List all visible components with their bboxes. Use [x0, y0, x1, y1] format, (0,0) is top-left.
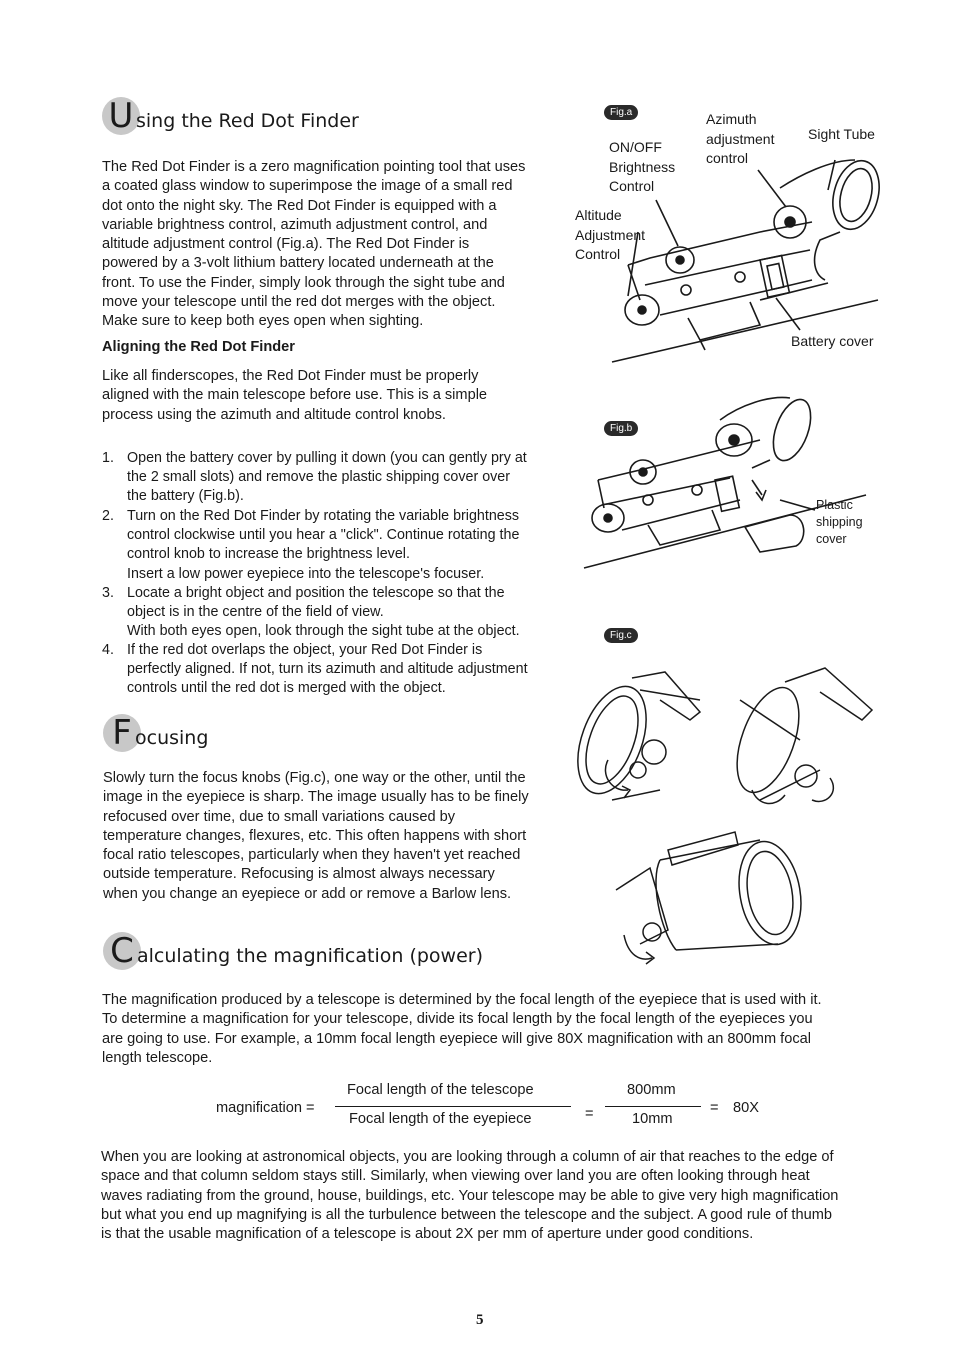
formula-denominator: Focal length of the eyepiece — [349, 1111, 532, 1127]
line: adjustment — [706, 130, 775, 147]
drop-cap: C — [103, 932, 141, 970]
line: process using the azimuth and altitude control knobs. — [102, 406, 446, 423]
formula-result: 80X — [733, 1100, 759, 1116]
fig-c-label: Fig.c — [604, 628, 638, 643]
line: The magnification produced by a telescope is determined by the focal length of the eyepiece that is used with it. — [102, 992, 822, 1008]
line: Adjustment — [575, 226, 646, 243]
line: Azimuth — [706, 111, 757, 127]
line: focal ratio telescopes, particularly when they haven't yet reached — [103, 847, 521, 864]
line: If the red dot overlaps the object, your Red Dot Finder is — [127, 642, 483, 658]
equals-sign: = — [585, 1106, 594, 1122]
line: front. To use the Finder, simply look through the sight tube and — [102, 274, 505, 291]
line: Brightness — [609, 158, 676, 175]
step-number: 4. — [102, 642, 114, 658]
line: Like all finderscopes, the Red Dot Finder must be properly — [102, 368, 479, 384]
line: dot onto the night sky. The Red Dot Finder is equipped with a — [102, 197, 497, 214]
line: aligned with the main telescope before use. This is a simple — [102, 387, 488, 404]
line: image in the eyepiece is sharp. The image usually has to be finely — [103, 789, 529, 806]
aligning-subheading: Aligning the Red Dot Finder — [102, 339, 295, 355]
line: outside temperature. Refocusing is almost always necessary — [103, 866, 495, 883]
equals-sign: = — [710, 1100, 719, 1116]
fig-a-label: Fig.a — [604, 105, 638, 120]
battery-cover-callout: Battery cover — [791, 333, 874, 349]
line: controls until the red dot is merged with the object. — [127, 680, 446, 697]
fig-b-label: Fig.b — [604, 421, 638, 436]
line: Plastic — [816, 498, 853, 512]
line: waves radiating from the ground, house, buildings, etc. Your telescope may be able to give very high magnification — [101, 1187, 839, 1204]
line: The Red Dot Finder is a zero magnification pointing tool that uses — [102, 159, 526, 175]
line: When you are looking at astronomical objects, you are looking through a column of air that reaches to the edge of — [101, 1149, 834, 1165]
line: Slowly turn the focus knobs (Fig.c), one way or the other, until the — [103, 770, 526, 786]
line: but what you end up magnifying is all the turbulence between the telescope and the subject. A good rule of thumb — [101, 1206, 832, 1223]
line: Insert a low power eyepiece into the telescope's focuser. — [127, 565, 485, 582]
step-number: 2. — [102, 508, 114, 524]
line: Open the battery cover by pulling it down (you can gently pry at — [127, 450, 527, 466]
line: Make sure to keep both eyes open when sighting. — [102, 313, 424, 330]
formula-lhs: magnification = — [216, 1100, 315, 1116]
line: the battery (Fig.b). — [127, 488, 244, 505]
step-number: 3. — [102, 585, 114, 601]
line: a coated glass window to superimpose the image of a small red — [102, 178, 513, 195]
heading-text: sing the Red Dot Finder — [136, 110, 359, 132]
line: altitude adjustment control (Fig.a). The Red Dot Finder is — [102, 236, 470, 253]
line: when you change an eyepiece or add or remove a Barlow lens. — [103, 885, 512, 902]
line: To determine a magnification for your telescope, divide its focal length by the focal length of the eyepieces you — [102, 1011, 813, 1028]
line: length telescope. — [102, 1049, 213, 1066]
step-number: 1. — [102, 450, 114, 466]
drop-cap: F — [103, 714, 141, 752]
line: the 2 small slots) and remove the plastic shipping cover over — [127, 469, 511, 486]
line: ON/OFF — [609, 139, 662, 155]
sight-tube-callout: Sight Tube — [808, 126, 875, 142]
line: control knob to increase the brightness level. — [127, 546, 410, 563]
line: Control — [609, 178, 655, 194]
line: object is in the centre of the field of view. — [127, 604, 384, 621]
line: With both eyes open, look through the sight tube at the object. — [127, 623, 520, 640]
line: temperature changes, flexures, etc. This often happens with short — [103, 827, 527, 844]
heading-text: alculating the magnification (power) — [137, 945, 483, 967]
line: cover — [816, 532, 847, 546]
line: Locate a bright object and position the telescope so that the — [127, 585, 505, 601]
page-number: 5 — [476, 1312, 484, 1328]
line: refocused over time, due to small variations caused by — [103, 808, 456, 825]
line: move your telescope until the red dot merges with the object. — [102, 294, 496, 311]
formula-denominator: 10mm — [632, 1111, 673, 1127]
line: Turn on the Red Dot Finder by rotating the variable brightness — [127, 508, 520, 524]
formula-numerator: 800mm — [627, 1082, 676, 1098]
heading-text: ocusing — [135, 727, 209, 749]
drop-cap: U — [102, 97, 140, 135]
line: perfectly aligned. If not, turn its azimuth and altitude adjustment — [127, 661, 528, 678]
line: shipping — [816, 515, 863, 529]
line: Control — [575, 246, 621, 262]
line: control — [706, 150, 749, 166]
line: space and that column seldom stays still. Similarly, when viewing over land you are often looking through heat — [101, 1168, 810, 1185]
formula-numerator: Focal length of the telescope — [347, 1082, 534, 1098]
line: are going to use. For example, a 10mm focal length eyepiece will give 80X magnification with an 800mm focal — [102, 1030, 811, 1047]
line: variable brightness control, azimuth adjustment control, and — [102, 216, 488, 233]
line: Altitude — [575, 207, 622, 223]
line: is that the usable magnification of a telescope is about 2X per mm of aperture under good conditions. — [101, 1226, 754, 1243]
line: powered by a 3-volt lithium battery located underneath at the — [102, 255, 494, 272]
line: control clockwise until you hear a "click". Continue rotating the — [127, 527, 520, 544]
